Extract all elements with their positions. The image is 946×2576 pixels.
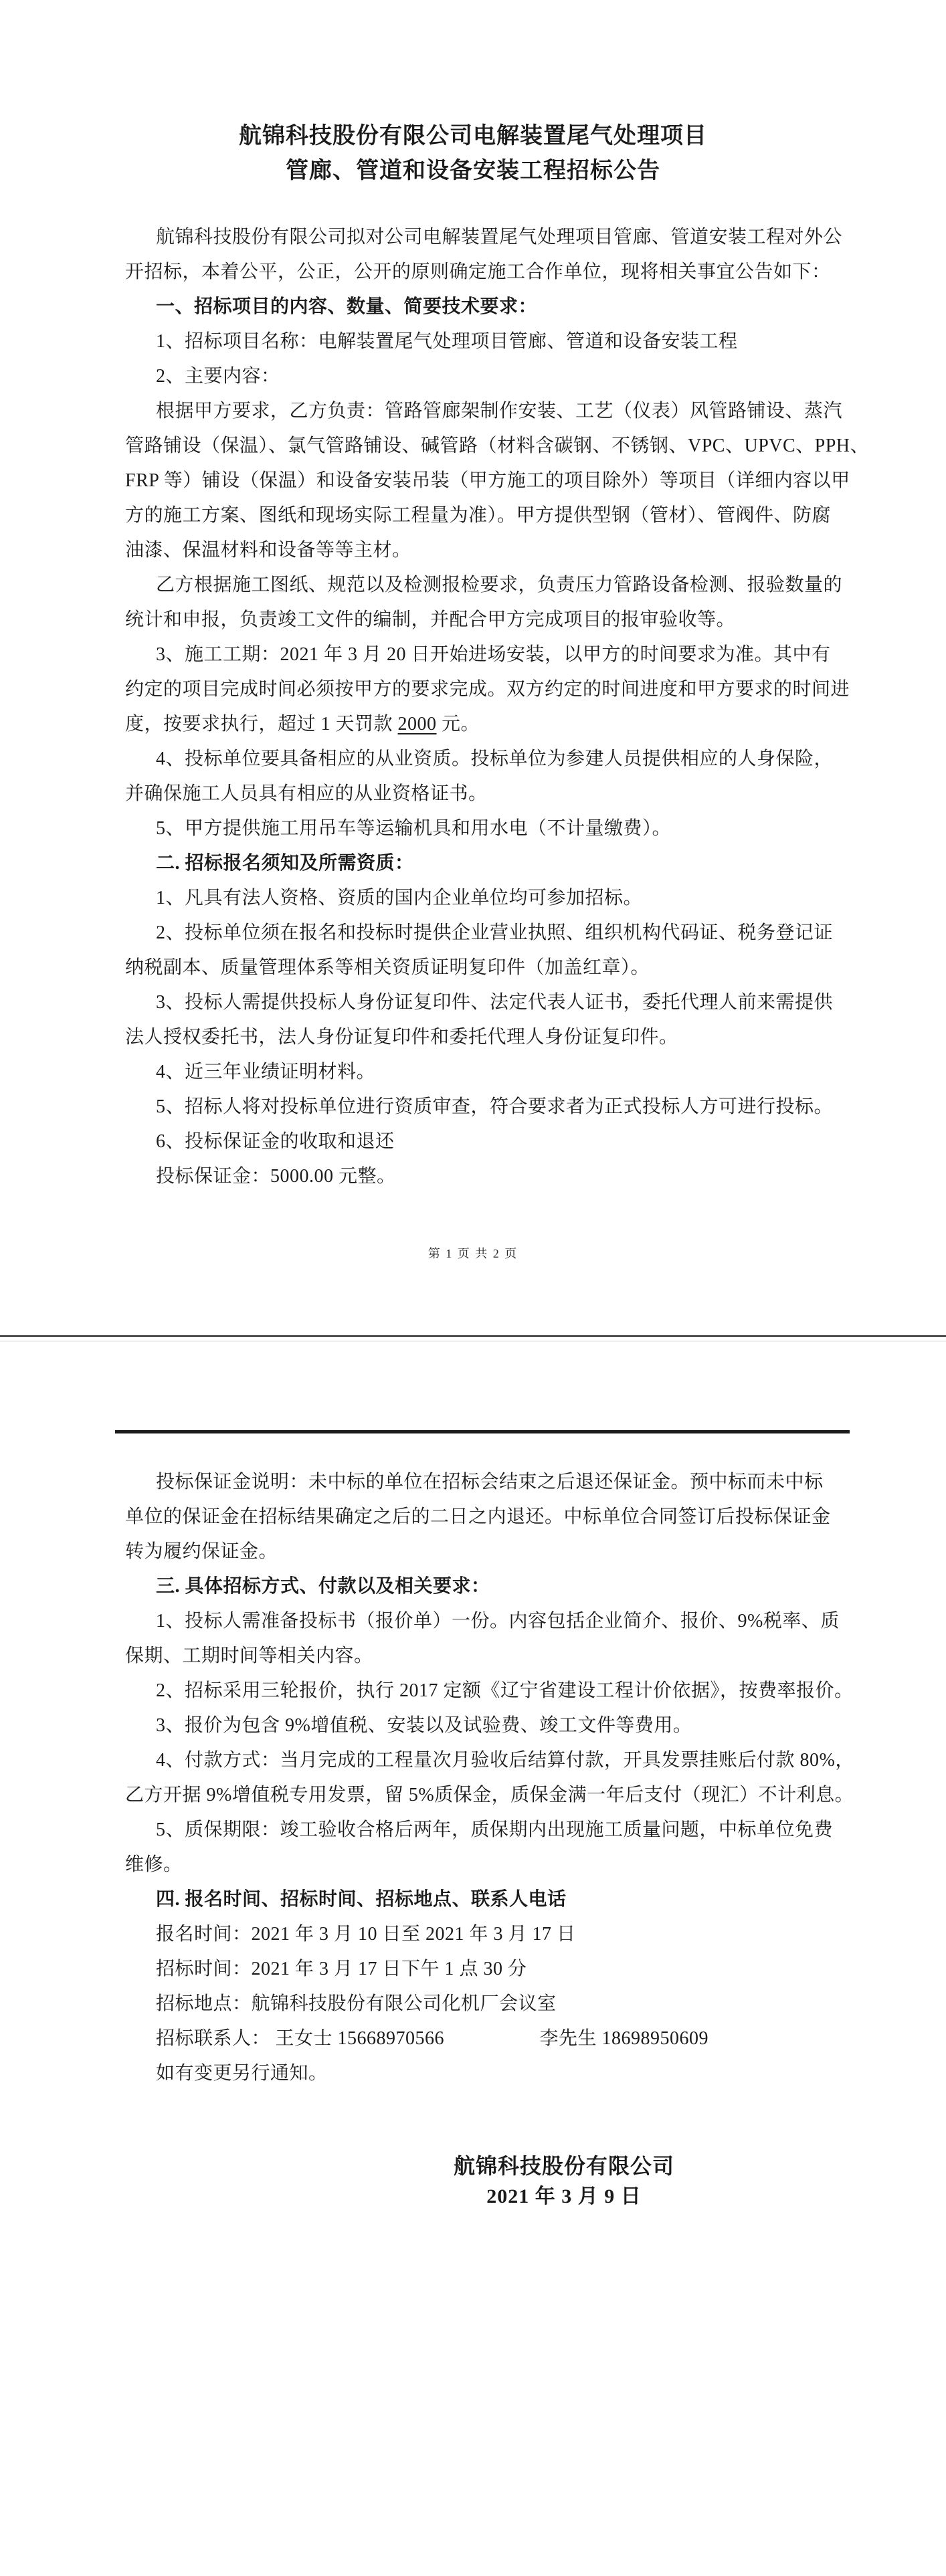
doc-line: 一、招标项目的内容、数量、简要技术要求： [156,296,538,317]
doc-line: 2、招标采用三轮报价，执行 2017 定额《辽宁省建设工程计价依据》，按费率报价。 [156,1680,854,1701]
underlined-text: 2000 [397,714,437,734]
doc-line: 1、凡具有法人资格、资质的国内企业单位均可参加招标。 [156,888,643,908]
page2-scan-artifact-line [115,1430,850,1433]
doc-line: 维修。 [125,1854,183,1875]
doc-line: 根据甲方要求，乙方负责：管路管廊架制作安装、工艺（仪表）风管路铺设、蒸汽 [156,401,843,421]
doc-line: 二. 招标报名须知及所需资质： [156,853,414,874]
doc-line: 三. 具体招标方式、付款以及相关要求： [156,1576,490,1597]
doc-line: 转为履约保证金。 [125,1541,278,1562]
doc-line: 管路铺设（保温）、氯气管路铺设、碱管路（材料含碳钢、不锈钢、VPC、UPVC、PPH、 [125,435,870,456]
doc-line: 法人授权委托书，法人身份证复印件和委托代理人身份证复印件。 [125,1027,678,1048]
doc-line: 纳税副本、质量管理体系等相关资质证明复印件（加盖红章）。 [125,957,650,978]
doc-title [0,119,946,189]
doc-line: 如有变更另行通知。 [156,2063,328,2084]
doc-line: 方的施工方案、图纸和现场实际工程量为准）。甲方提供型钢（管材）、管阀件、防腐 [125,505,832,526]
page1-body [125,220,888,1194]
doc-line: 约定的项目完成时间必须按甲方的要求完成。双方约定的时间进度和甲方要求的时间进 [125,679,850,700]
doc-line: 5、甲方提供施工用吊车等运输机具和用水电（不计量缴费）。 [156,818,672,839]
doc-line: 报名时间：2021 年 3 月 10 日至 2021 年 3 月 17 日 [156,1924,576,1945]
doc-line: 统计和申报，负责竣工文件的编制，并配合甲方完成项目的报审验收等。 [125,609,736,630]
doc-line: 1、招标项目名称：电解装置尾气处理项目管廊、管道和设备安装工程 [156,331,738,352]
company-signature: 航锦科技股份有限公司 [453,2154,674,2178]
doc-line: 航锦科技股份有限公司拟对公司电解装置尾气处理项目管廊、管道安装工程对外公 [156,227,843,247]
doc-line: 5、招标人将对投标单位进行资质审查，符合要求者为正式投标人方可进行投标。 [156,1096,834,1117]
doc-line: 招标联系人： 王女士 15668970566 李先生 18698950609 [156,2028,709,2049]
doc-line: 开招标，本着公平，公正，公开的原则确定施工合作单位，现将相关事宜公告如下： [125,262,831,282]
doc-line: 4、投标单位要具备相应的从业资质。投标单位为参建人员提供相应的人身保险， [156,749,834,769]
doc-line: 度，按要求执行，超过 1 天罚款 2000 元。 [125,714,480,734]
doc-line: 2、投标单位须在报名和投标时提供企业营业执照、组织机构代码证、税务登记证 [156,922,834,943]
doc-line: 2、主要内容： [156,366,280,387]
doc-line: 招标时间：2021 年 3 月 17 日下午 1 点 30 分 [156,1959,527,1979]
doc-line: 招标地点：航锦科技股份有限公司化机厂会议室 [156,1993,557,2014]
doc-line: 4、付款方式：当月完成的工程量次月验收后结算付款，开具发票挂账后付款 80%， [156,1750,854,1771]
doc-line: 乙方根据施工图纸、规范以及检测报检要求，负责压力管路设备检测、报验数量的 [156,575,843,595]
doc-line: 投标保证金说明：未中标的单位在招标会结束之后退还保证金。预中标而未中标 [156,1472,824,1492]
doc-line: 投标保证金：5000.00 元整。 [156,1166,396,1187]
doc-line: 5、质保期限：竣工验收合格后两年，质保期内出现施工质量问题，中标单位免费 [156,1819,834,1840]
doc-line: 四. 报名时间、招标时间、招标地点、联系人电话 [156,1889,567,1910]
doc-line: 并确保施工人员具有相应的从业资格证书。 [125,783,488,804]
doc-line: 保期、工期时间等相关内容。 [125,1646,373,1666]
page1-footer: 第 1 页 共 2 页 [428,1247,518,1260]
page-separator-shadow [0,1341,946,1342]
doc-title-line-1: 航锦科技股份有限公司电解装置尾气处理项目 [239,124,707,148]
page-separator-line [0,1335,946,1337]
doc-line: 4、近三年业绩证明材料。 [156,1062,376,1082]
signature-date: 2021 年 3 月 9 日 [486,2185,642,2207]
doc-title-line-2: 管廊、管道和设备安装工程招标公告 [286,159,660,183]
doc-line: 1、投标人需准备投标书（报价单）一份。内容包括企业简介、报价、9%税率、质 [156,1611,840,1631]
doc-line: 单位的保证金在招标结果确定之后的二日之内退还。中标单位合同签订后投标保证金 [125,1506,831,1527]
doc-line: 油漆、保温材料和设备等等主材。 [125,540,411,561]
doc-line: FRP 等）铺设（保温）和设备安装吊装（甲方施工的项目除外）等项目（详细内容以甲 [125,470,850,491]
doc-line: 3、报价为包含 9%增值税、安装以及试验费、竣工文件等费用。 [156,1715,692,1736]
doc-line: 3、施工工期：2021 年 3 月 20 日开始进场安装，以甲方的时间要求为准。其中有 [156,644,831,665]
doc-line: 6、投标保证金的收取和退还 [156,1131,395,1152]
doc-line: 乙方开据 9%增值税专用发票，留 5%质保金，质保金满一年后支付（现汇）不计利息。 [125,1785,854,1805]
signature-block [373,2151,755,2212]
page2-body [125,1465,888,2091]
doc-line: 3、投标人需提供投标人身份证复印件、法定代表人证书，委托代理人前来需提供 [156,992,834,1013]
